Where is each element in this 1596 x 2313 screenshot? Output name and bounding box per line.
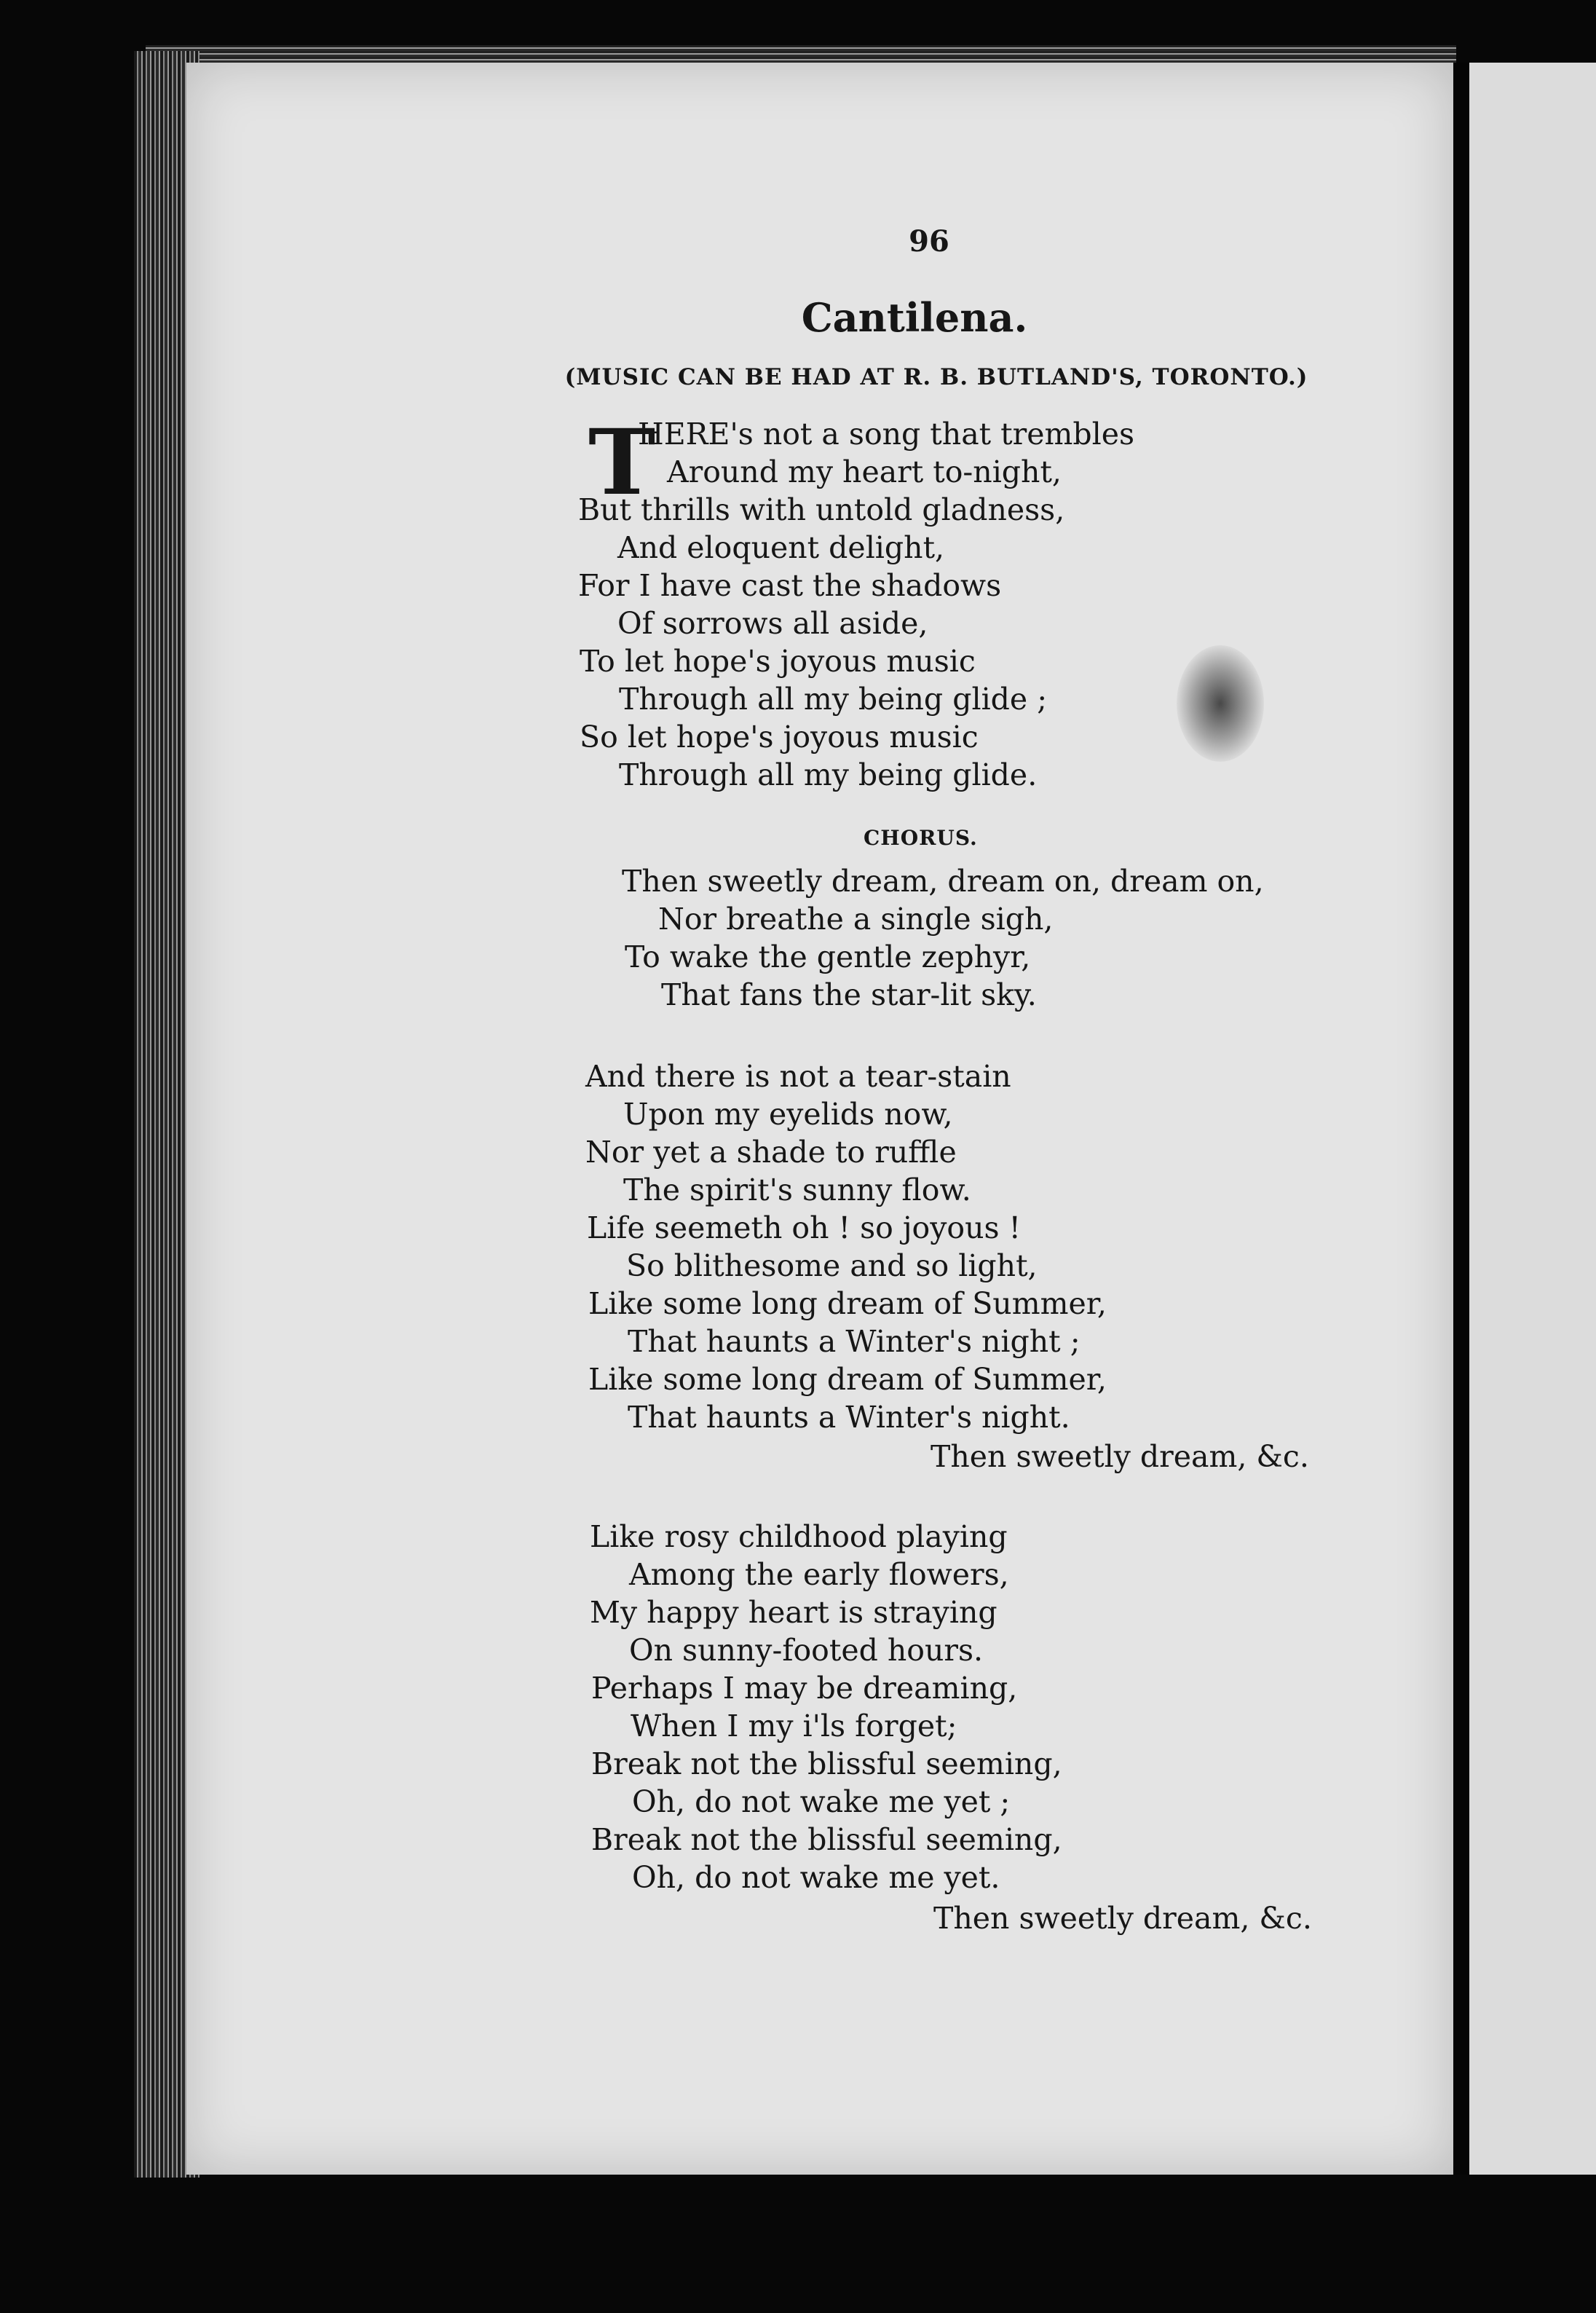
verse-line: So blithesome and so light, (626, 1248, 1038, 1283)
verse-line: Break not the blissful seeming, (591, 1822, 1062, 1857)
page-stack-top-edge (146, 45, 1456, 64)
facing-page-edge (1469, 63, 1596, 2175)
chorus-line: Then sweetly dream, dream on, dream on, (622, 864, 1264, 899)
verse-line: But thrills with untold gladness, (578, 492, 1065, 527)
verse-line: Oh, do not wake me yet. (632, 1860, 1000, 1895)
song-subtitle: (MUSIC CAN BE HAD AT R. B. BUTLAND'S, TORONTO.) (564, 364, 1308, 390)
verse-line: Among the early flowers, (629, 1557, 1009, 1592)
chorus-line: To wake the gentle zephyr, (625, 939, 1031, 974)
chorus-line: Nor breathe a single sigh, (658, 902, 1054, 937)
verse-line: For I have cast the shadows (578, 568, 1002, 603)
verse-line: And there is not a tear-stain (585, 1059, 1011, 1094)
verse-line: The spirit's sunny flow. (623, 1173, 971, 1207)
verse-line: That haunts a Winter's night. (628, 1400, 1070, 1435)
verse-line: Like rosy childhood playing (590, 1519, 1008, 1554)
verse-line: Like some long dream of Summer, (588, 1362, 1107, 1397)
verse-line: When I my i'ls forget; (631, 1709, 957, 1743)
verse-line: Upon my eyelids now, (623, 1097, 953, 1132)
verse-line: Oh, do not wake me yet ; (632, 1784, 1011, 1819)
verse-line: Nor yet a shade to ruffle (585, 1135, 957, 1170)
verse-line: Through all my being glide ; (619, 682, 1048, 717)
verse-line: Break not the blissful seeming, (591, 1746, 1062, 1781)
chorus-heading: CHORUS. (864, 826, 978, 850)
verse-line: Perhaps I may be dreaming, (591, 1671, 1018, 1706)
page-content (186, 63, 1453, 2175)
ink-smudge (1177, 645, 1264, 762)
verse-line: My happy heart is straying (590, 1595, 998, 1630)
chorus-refrain-cue: Then sweetly dream, &c. (933, 1901, 1312, 1936)
chorus-line: That fans the star-lit sky. (661, 977, 1037, 1012)
verse-line: So let hope's joyous music (580, 720, 979, 754)
verse-line: HERE's not a song that trembles (638, 417, 1135, 452)
verse-line: On sunny-footed hours. (629, 1633, 984, 1668)
drop-cap: T (588, 410, 656, 516)
book-gutter (1453, 63, 1469, 2175)
verse-line: To let hope's joyous music (580, 644, 976, 679)
verse-line: Like some long dream of Summer, (588, 1286, 1107, 1321)
chorus-refrain-cue: Then sweetly dream, &c. (931, 1439, 1309, 1474)
page-number: 96 (909, 224, 949, 259)
verse-line: That haunts a Winter's night ; (628, 1324, 1081, 1359)
verse-line: Of sorrows all aside, (617, 606, 928, 641)
verse-line: Through all my being glide. (619, 757, 1038, 792)
verse-line: And eloquent delight, (617, 530, 945, 565)
verse-line: Life seemeth oh ! so joyous ! (587, 1210, 1022, 1245)
song-title: Cantilena. (801, 294, 1028, 341)
verse-line: Around my heart to-night, (667, 454, 1062, 489)
